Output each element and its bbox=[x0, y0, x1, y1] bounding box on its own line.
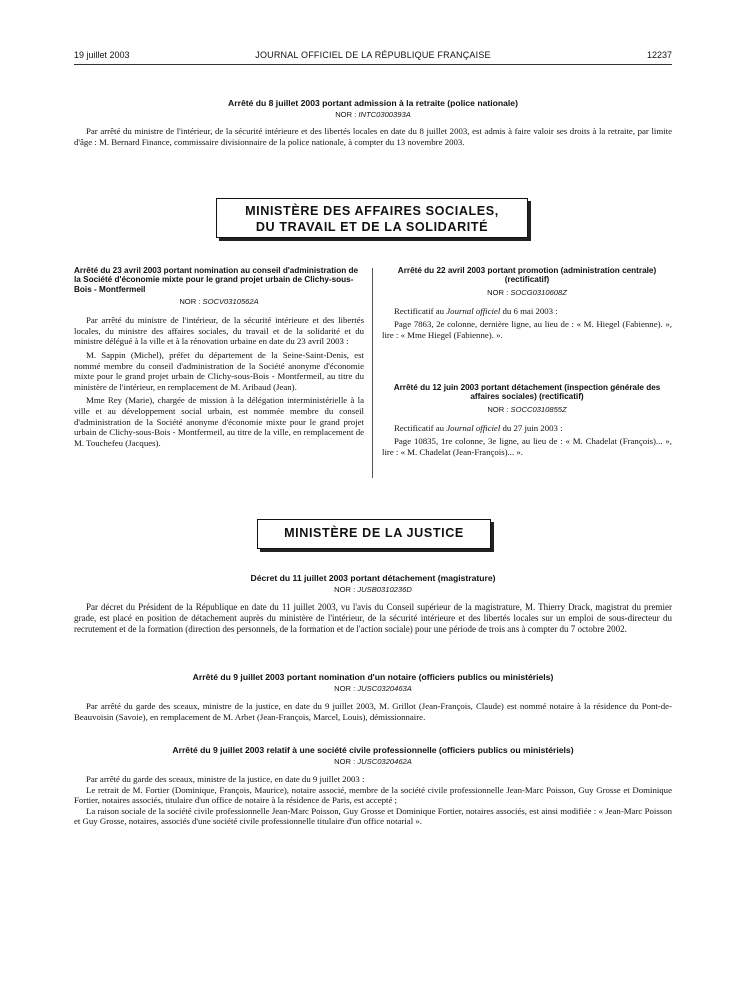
page-header bbox=[74, 50, 672, 64]
text-segment: Rectificatif au bbox=[394, 305, 447, 316]
article-paragraph: La raison sociale de la société civile professionnelle Jean-Marc Poisson, Guy Grosse et Dominique Fortier, notaires associés, est ainsi modifiée : « Jean-Marc Poisson et Guy Grosse, notaires, associés d'une société civile professionnelle titulaire d'un office notarial ». bbox=[74, 805, 672, 827]
text-segment: du 27 juin 2003 : bbox=[500, 422, 563, 433]
nor-label: NOR : bbox=[334, 684, 358, 693]
article-title: Arrêté du 12 juin 2003 portant détachement (inspection générale des affaires sociales) (rectificatif) bbox=[393, 383, 661, 402]
nor-label: NOR : bbox=[335, 110, 359, 119]
article-text: Par arrêté du ministre de l'intérieur, de la sécurité intérieure et des libertés locales en date du 8 juillet 2003, est admis à faire valoir ses droits à la retraite, par limite d'âge : M. Bernard Finance, commissaire divisionnaire de la police nationale, à compter du 13 novembre 2003. bbox=[74, 126, 672, 147]
nor-code: SOCV0310562A bbox=[202, 297, 259, 307]
nor-label: NOR : bbox=[487, 287, 511, 297]
article-title: Arrêté du 9 juillet 2003 relatif à une société civile professionnelle (officiers publics ou ministériels) bbox=[172, 745, 574, 755]
nor-code: INTC0300393A bbox=[358, 110, 411, 119]
nor-reference bbox=[382, 288, 672, 298]
header-page-number: 12237 bbox=[646, 50, 672, 60]
header-journal-title: JOURNAL OFFICIEL DE LA RÉPUBLIQUE FRANÇAISE bbox=[255, 50, 491, 60]
article-paragraph: Par arrêté du garde des sceaux, ministre de la justice, en date du 9 juillet 2003 : bbox=[86, 774, 365, 784]
ministry-line-2: DU TRAVAIL ET DE LA SOLIDARITÉ bbox=[255, 220, 489, 234]
article-paragraph: Le retrait de M. Fortier (Dominique, François, Maurice), notaire associé, membre de la société civile professionnelle Jean-Marc Poisson, Guy Grosse et Dominique Fortier, notaires associés, titulaire d'un office de notaire à la résidence de Paris, est accepté ; bbox=[74, 784, 672, 806]
article-nomination-notaire bbox=[74, 672, 672, 722]
article-clichy bbox=[74, 266, 364, 448]
article-title: Arrêté du 22 avril 2003 portant promotion (administration centrale) (rectificatif) bbox=[397, 266, 657, 285]
text-segment: du 6 mai 2003 : bbox=[500, 305, 558, 316]
article-paragraph: Par arrêté du ministre de l'intérieur, de la sécurité intérieure et des libertés locales, du ministre des affaires sociales, du travail et de la solidarité et du ministre délégué à la ville et à la rénovation urbaine en date du 23 avril 2003 : bbox=[74, 315, 364, 347]
nor-code: SOCC0310855Z bbox=[510, 404, 567, 414]
article-detachement-rectificatif bbox=[382, 383, 672, 458]
nor-reference bbox=[74, 684, 672, 694]
article-paragraph bbox=[382, 423, 672, 434]
article-retraite bbox=[74, 98, 672, 147]
nor-code: JUSB0310236D bbox=[357, 585, 412, 594]
article-text: Par décret du Président de la République en date du 11 juillet 2003, vu l'avis du Conseil supérieur de la magistrature, M. Thierry Drack, magistrat du premier grade, est placé en position de détachement auprès du ministère de l'intérieur, de la sécurité intérieure et des libertés locales sur un emploi de sous-directeur du recrutement et de la formation (direction des personnels, de la formation et de l'action sociale) pour une période de trois ans à compter du 7 octobre 2002. bbox=[74, 602, 672, 635]
article-paragraph: Page 7863, 2e colonne, dernière ligne, au lieu de : « M. Hiegel (Fabienne). », lire : « Mme Hiegel (Fabienne). ». bbox=[382, 319, 672, 340]
nor-label: NOR : bbox=[487, 404, 511, 414]
journal-name: Journal officiel bbox=[446, 422, 501, 433]
ministry-line-1: MINISTÈRE DE LA JUSTICE bbox=[284, 526, 464, 540]
text-segment: Rectificatif au bbox=[394, 422, 447, 433]
nor-reference bbox=[74, 757, 672, 767]
ministry-heading-justice bbox=[257, 519, 491, 549]
nor-code: JUSC0320463A bbox=[357, 684, 412, 693]
nor-reference bbox=[74, 297, 364, 307]
article-paragraph: Page 10835, 1re colonne, 3e ligne, au lieu de : « M. Chadelat (François)... », lire : « M. Chadelat (Jean-François)... ». bbox=[382, 436, 672, 457]
article-paragraph: M. Sappin (Michel), préfet du département de la Seine-Saint-Denis, est nommé membre du conseil d'administration de la Société anonyme d'économie mixte pour le grand projet urbain de Clichy-sous-Bois - Montfermeil, au titre du ministère de l'intérieur, en remplacement de M. Aribaud (Jean). bbox=[74, 350, 364, 392]
header-rule bbox=[74, 64, 672, 65]
article-paragraph: Mme Rey (Marie), chargée de mission à la délégation interministérielle à la ville et au développement social urbain, est nommée membre du conseil d'administration de la Société anonyme d'économie mixte pour le grand projet urbain de Clichy-sous-Bois - Montfermeil, au titre de la ville, en remplacement de M. Touchefeu (Jacques). bbox=[74, 395, 364, 448]
article-text: Par arrêté du garde des sceaux, ministre de la justice, en date du 9 juillet 2003, M. Grillot (Jean-François, Claude) est nommé notaire à la résidence du Pont-de-Beauvoisin (Savoie), en remplacement de M. Arbet (Jean-François, Marcel, Louis), démissionnaire. bbox=[74, 701, 672, 722]
ministry-line-1: MINISTÈRE DES AFFAIRES SOCIALES, bbox=[245, 204, 499, 218]
article-title: Décret du 11 juillet 2003 portant détachement (magistrature) bbox=[250, 573, 496, 583]
nor-reference bbox=[382, 405, 672, 415]
nor-label: NOR : bbox=[334, 757, 358, 766]
article-societe-civile bbox=[74, 745, 672, 827]
nor-label: NOR : bbox=[179, 297, 203, 307]
nor-label: NOR : bbox=[334, 585, 358, 594]
article-title: Arrêté du 23 avril 2003 portant nomination au conseil d'administration de la Société d'économie mixte pour le grand projet urbain de Clichy-sous-Bois - Montfermeil bbox=[74, 266, 359, 294]
article-title: Arrêté du 8 juillet 2003 portant admission à la retraite (police nationale) bbox=[228, 98, 518, 108]
article-promotion-rectificatif bbox=[382, 266, 672, 341]
journal-name: Journal officiel bbox=[446, 305, 501, 316]
column-separator bbox=[372, 268, 373, 478]
nor-code: SOCG0310608Z bbox=[510, 287, 567, 297]
article-decret-detachement bbox=[74, 573, 672, 636]
nor-code: JUSC0320462A bbox=[357, 757, 412, 766]
nor-reference bbox=[74, 110, 672, 120]
header-date: 19 juillet 2003 bbox=[74, 50, 130, 60]
ministry-heading-affaires-sociales bbox=[216, 198, 528, 238]
article-title: Arrêté du 9 juillet 2003 portant nomination d'un notaire (officiers publics ou ministériels) bbox=[192, 672, 554, 682]
article-paragraph bbox=[382, 306, 672, 317]
nor-reference bbox=[74, 585, 672, 595]
